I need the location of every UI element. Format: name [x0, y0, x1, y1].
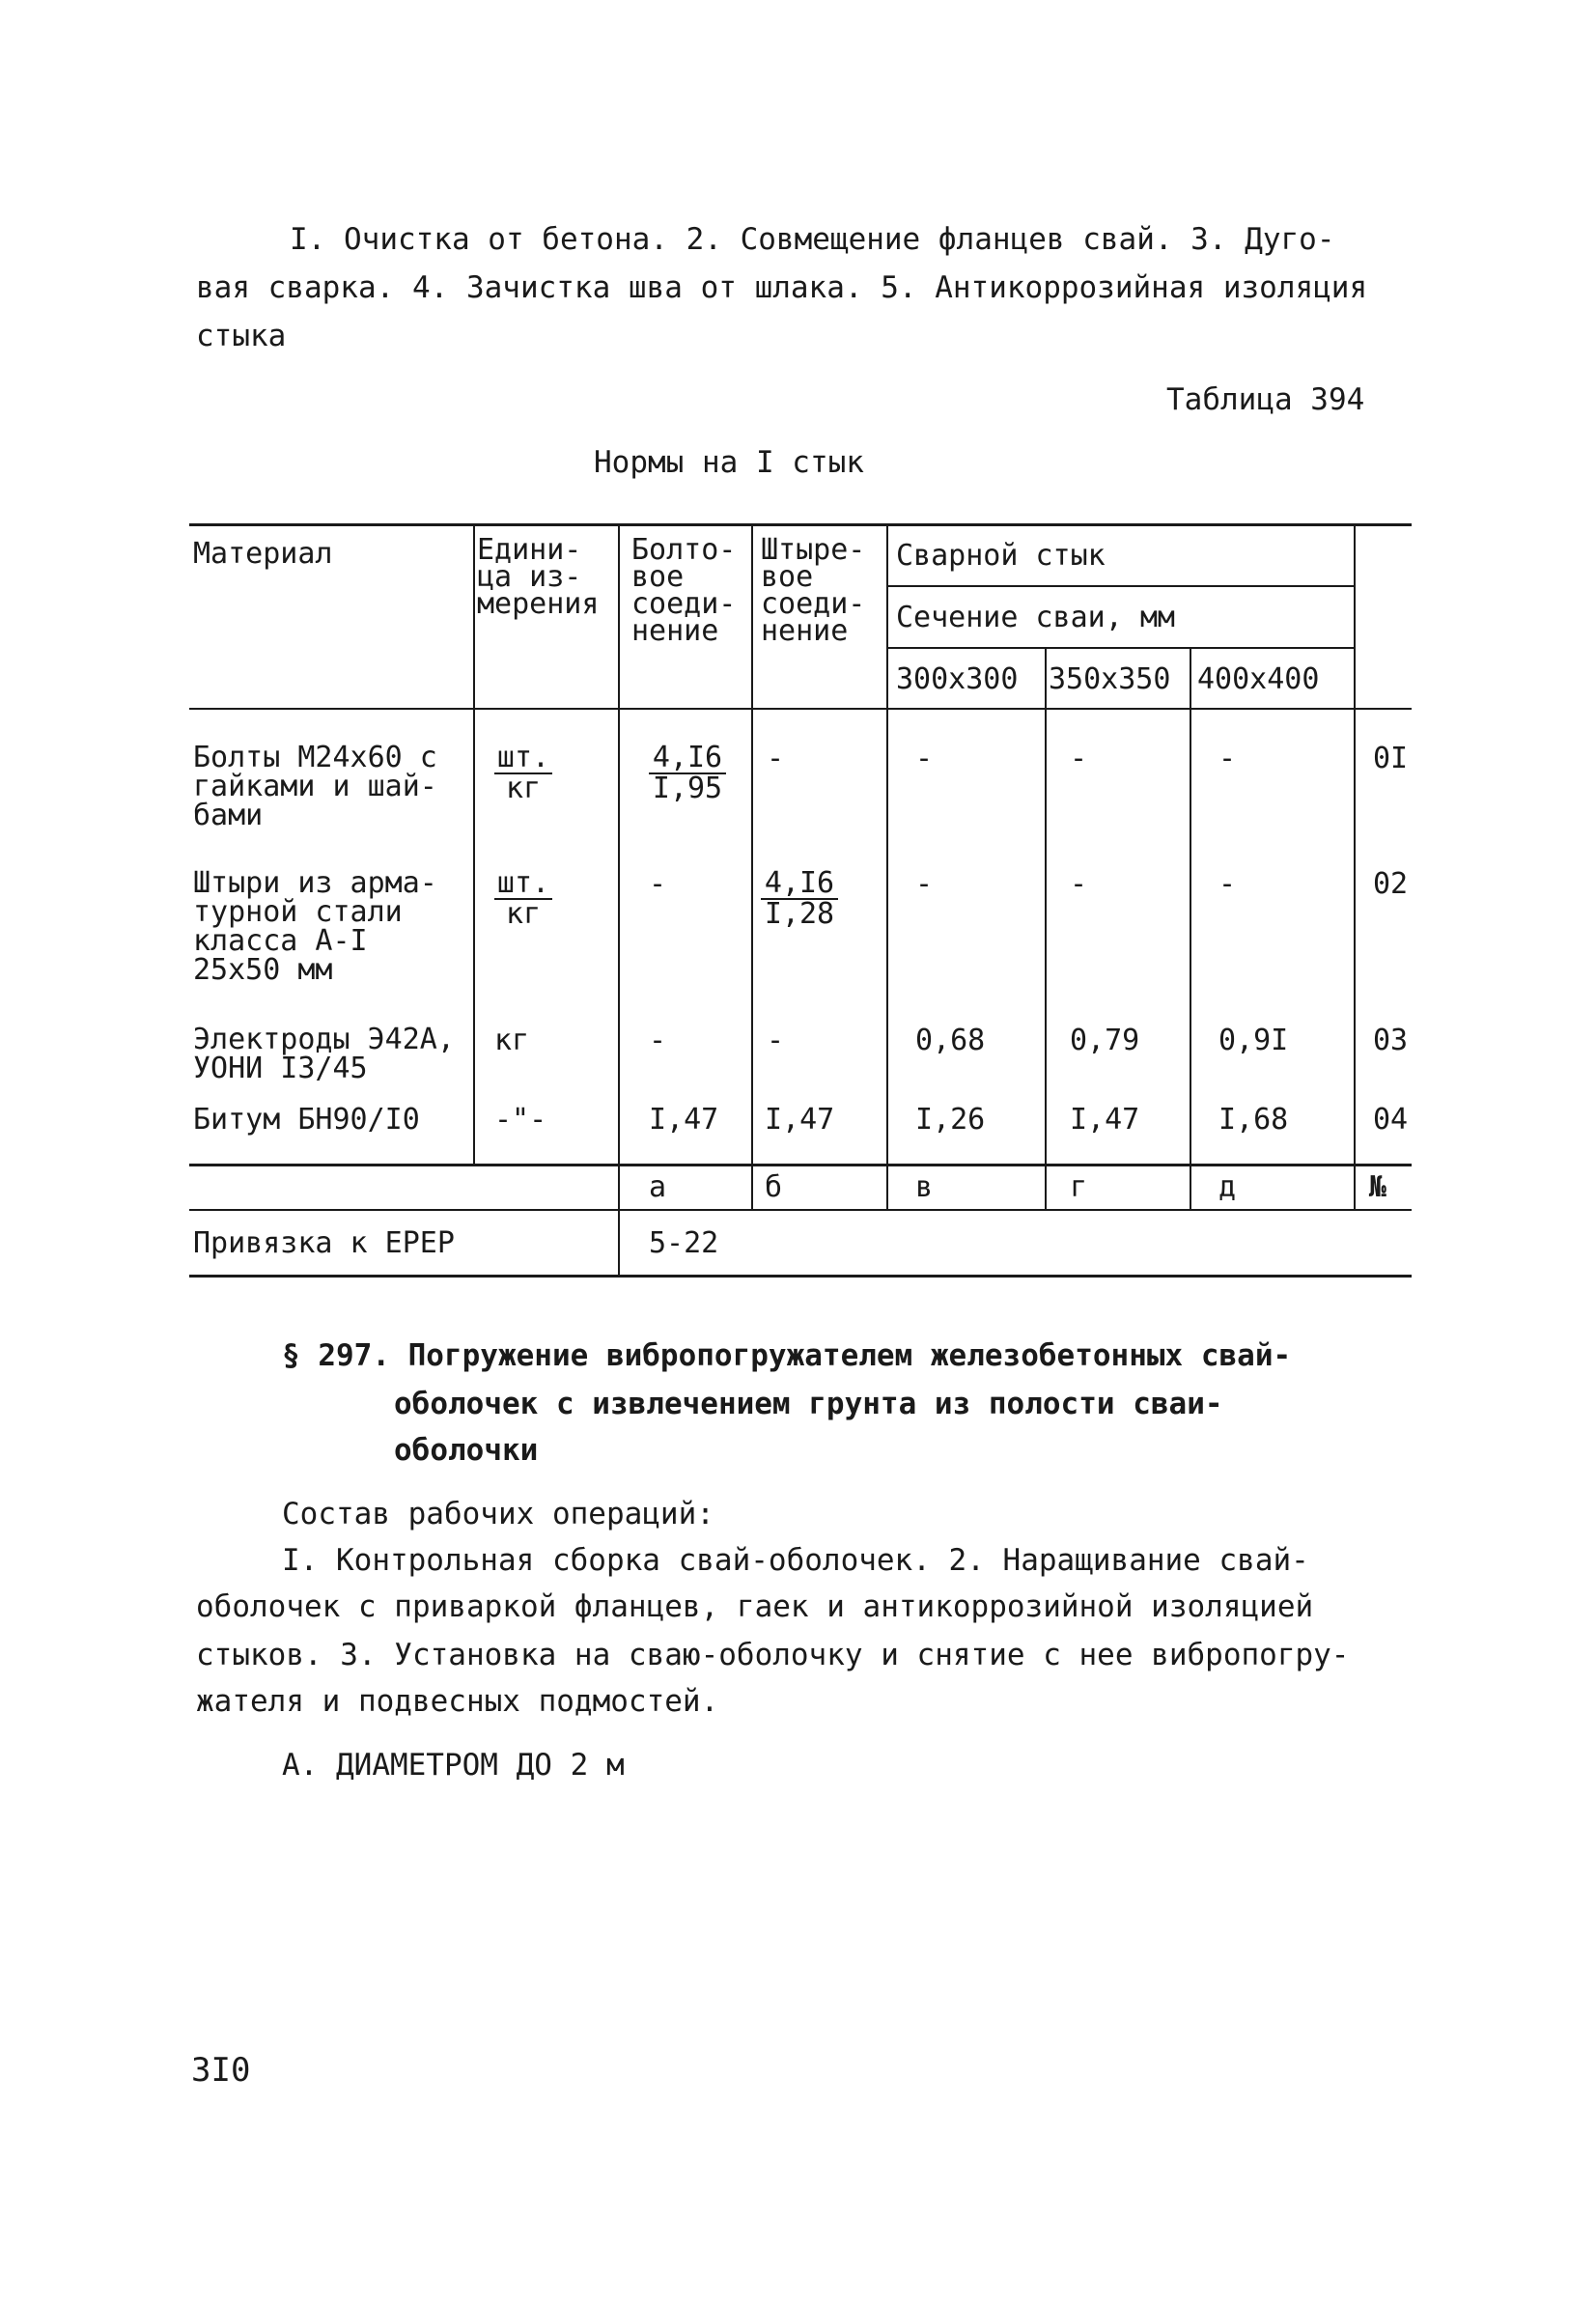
row1-bolt [649, 741, 726, 805]
row3-material-line-2: УОНИ I3/45 [193, 1052, 368, 1085]
row1-unit-num: шт. [494, 744, 552, 774]
column-letter-a: а [649, 1170, 667, 1204]
column-letter-d: д [1218, 1170, 1237, 1204]
row3-bolt: - [649, 1024, 667, 1057]
header-size-350: 350x350 [1049, 662, 1171, 696]
row3-s400: 0,9I [1218, 1024, 1289, 1057]
row1-unit-den: кг [505, 772, 542, 805]
row1-pin: - [767, 742, 785, 775]
table-bottom-border [189, 1275, 1412, 1278]
row4-s300: I,26 [915, 1103, 986, 1137]
row2-pin [761, 866, 838, 931]
row1-material-line-3: бами [193, 799, 264, 832]
row2-s300: - [915, 867, 934, 901]
binding-value: 5-22 [649, 1226, 719, 1260]
header-pin-line-3: соеди- [761, 587, 866, 621]
row2-material [193, 866, 437, 987]
row2-bolt: - [649, 867, 667, 901]
section-title-line-2: оболочек с извлечением грунта из полости сваи- [394, 1387, 1223, 1421]
row1-s300: - [915, 742, 934, 775]
header-bolt-line-1: Болто- [631, 533, 737, 567]
header-bolt-line-4: нение [631, 614, 719, 648]
row2-code: 02 [1373, 867, 1409, 901]
row3-s300: 0,68 [915, 1024, 986, 1057]
col-divider-bolt [618, 525, 620, 1277]
header-weld: Сварной стык [896, 539, 1106, 573]
col-divider-weld [886, 525, 888, 1211]
header-unit-line-2: ца из- [477, 560, 582, 594]
section-header-divider [886, 647, 1356, 649]
weld-header-divider [886, 585, 1356, 587]
header-unit-line-3: мерения [477, 587, 600, 621]
operations-heading: Состав рабочих операций: [282, 1497, 714, 1531]
column-letter-b: б [765, 1170, 783, 1204]
row4-s400: I,68 [1218, 1103, 1289, 1137]
letters-bottom-border [189, 1209, 1412, 1211]
row4-material: Битум БН90/I0 [193, 1103, 420, 1137]
row4-unit: -"- [494, 1103, 547, 1137]
header-material: Материал [193, 537, 333, 571]
section-title-line-1: § 297. Погружение вибропогружателем железобетонных свай- [282, 1338, 1292, 1373]
header-section: Сечение сваи, мм [896, 601, 1175, 634]
row3-code: 03 [1373, 1024, 1409, 1057]
row2-unit-den: кг [505, 897, 542, 931]
header-size-400: 400x400 [1197, 662, 1320, 696]
col-divider-400 [1190, 649, 1191, 1211]
header-bolt [631, 533, 737, 648]
subheading: А. ДИАМЕТРОМ ДО 2 м [282, 1748, 625, 1783]
row2-pin-num: 4,I6 [761, 869, 838, 900]
row1-code: 0I [1373, 742, 1409, 775]
row2-material-line-1: Штыри из арма- [193, 866, 437, 900]
row2-s400: - [1218, 867, 1237, 901]
table-top-border [189, 523, 1412, 526]
intro-line-3: стыка [196, 319, 287, 353]
column-letter-g: г [1070, 1170, 1088, 1204]
row2-material-line-4: 25x50 мм [193, 953, 333, 987]
row1-unit [494, 741, 552, 805]
operations-line-1: I. Контрольная сборка свай-оболочек. 2. Наращивание свай- [282, 1543, 1309, 1578]
header-pin-line-2: вое [761, 560, 814, 594]
row1-s400: - [1218, 742, 1237, 775]
table-title: Нормы на I стык [594, 445, 864, 480]
operations-line-4: жателя и подвесных подмостей. [196, 1684, 719, 1719]
col-divider-code [1354, 525, 1356, 1211]
header-pin [761, 533, 866, 648]
row3-material-line-1: Электроды Э42А, [193, 1023, 455, 1056]
row3-pin: - [767, 1024, 785, 1057]
row4-code: 04 [1373, 1103, 1409, 1137]
section-title-line-3: оболочки [394, 1433, 539, 1468]
operations-line-3: стыков. 3. Установка на сваю-оболочку и снятие с нее вибропогру- [196, 1638, 1350, 1672]
binding-label: Привязка к ЕРЕР [193, 1226, 455, 1260]
row1-bolt-num: 4,I6 [649, 744, 726, 774]
row2-material-line-2: турной стали [193, 895, 403, 929]
row2-unit-num: шт. [494, 869, 552, 900]
col-divider-pin [751, 525, 753, 1211]
body-bottom-border [189, 1164, 1412, 1166]
row3-material [193, 1025, 455, 1083]
header-bolt-line-3: соеди- [631, 587, 737, 621]
row1-bolt-den: I,95 [652, 772, 723, 805]
row2-unit [494, 866, 552, 931]
column-letter-v: в [915, 1170, 934, 1204]
row1-material-line-2: гайками и шай- [193, 770, 437, 803]
header-bolt-line-2: вое [631, 560, 685, 594]
row2-pin-den: I,28 [764, 897, 835, 931]
header-bottom-border [189, 708, 1412, 710]
header-pin-line-4: нение [761, 614, 849, 648]
row1-s350: - [1070, 742, 1088, 775]
row1-material-line-1: Болты М24х60 с [193, 741, 437, 774]
row4-pin: I,47 [765, 1103, 835, 1137]
operations-line-2: оболочек с приваркой фланцев, гаек и антикоррозийной изоляцией [196, 1589, 1314, 1624]
page-number: 3I0 [191, 2051, 251, 2090]
intro-line-1: I. Очистка от бетона. 2. Совмещение фланцев свай. 3. Дуго- [290, 222, 1335, 257]
header-unit-line-1: Едини- [477, 533, 582, 567]
row2-s350: - [1070, 867, 1088, 901]
row3-unit: кг [494, 1024, 530, 1057]
header-pin-line-1: Штыре- [761, 533, 866, 567]
header-unit [477, 533, 600, 621]
header-size-300: 300x300 [896, 662, 1019, 696]
table-number: Таблица 394 [1166, 382, 1365, 417]
row4-s350: I,47 [1070, 1103, 1140, 1137]
row1-material [193, 741, 437, 832]
row2-material-line-3: класса A-I [193, 924, 368, 958]
row4-bolt: I,47 [649, 1103, 719, 1137]
col-divider-unit [473, 525, 475, 1165]
intro-line-2: вая сварка. 4. Зачистка шва от шлака. 5. Антикоррозийная изоляция [196, 270, 1368, 305]
col-divider-350 [1045, 649, 1047, 1211]
number-sign: № [1369, 1170, 1387, 1204]
row3-s350: 0,79 [1070, 1024, 1140, 1057]
